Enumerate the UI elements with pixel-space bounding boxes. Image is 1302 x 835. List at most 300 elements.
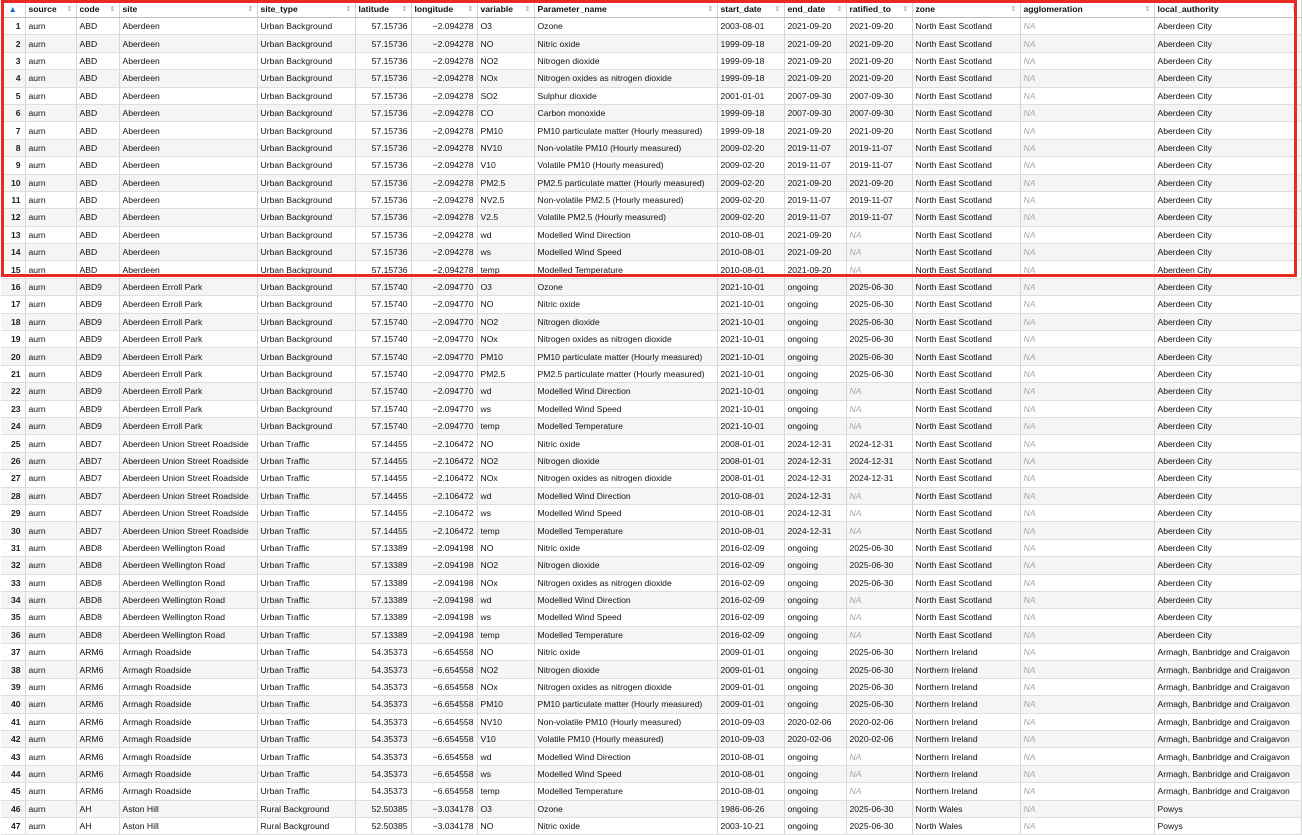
table-row[interactable] xyxy=(1,713,1301,730)
column-header-site-type[interactable] xyxy=(257,0,355,18)
table-cell: Northern Ireland xyxy=(912,644,1020,661)
table-cell: ABD9 xyxy=(76,348,119,365)
table-row[interactable] xyxy=(1,748,1301,765)
table-cell: −2.094770 xyxy=(411,400,477,417)
table-cell: Aston Hill xyxy=(119,817,257,834)
table-cell: NA xyxy=(846,383,912,400)
table-row[interactable] xyxy=(1,52,1301,69)
table-row[interactable] xyxy=(1,591,1301,608)
table-cell: Armagh Roadside xyxy=(119,678,257,695)
table-cell: Aberdeen City xyxy=(1154,487,1301,504)
table-cell: ongoing xyxy=(784,678,846,695)
table-cell: 57.15736 xyxy=(355,87,411,104)
table-row[interactable] xyxy=(1,731,1301,748)
table-cell: Aberdeen Union Street Roadside xyxy=(119,487,257,504)
table-cell: NA xyxy=(846,244,912,261)
table-row[interactable] xyxy=(1,261,1301,278)
table-row[interactable] xyxy=(1,209,1301,226)
table-cell: 57.15736 xyxy=(355,191,411,208)
table-cell: Aberdeen City xyxy=(1154,209,1301,226)
row-index: 17 xyxy=(1,296,25,313)
table-cell: −6.654558 xyxy=(411,644,477,661)
filter-icon[interactable]: ⇕ xyxy=(66,6,73,13)
table-cell: 2016-02-09 xyxy=(717,539,784,556)
table-row[interactable] xyxy=(1,278,1301,295)
table-cell: ARM6 xyxy=(76,696,119,713)
table-cell: Urban Background xyxy=(257,174,355,191)
table-cell: 2009-02-20 xyxy=(717,157,784,174)
row-index: 16 xyxy=(1,278,25,295)
table-cell: 2016-02-09 xyxy=(717,609,784,626)
table-cell: ongoing xyxy=(784,331,846,348)
table-cell: North East Scotland xyxy=(912,70,1020,87)
row-index: 44 xyxy=(1,765,25,782)
table-row[interactable] xyxy=(1,817,1301,834)
table-cell: 57.15740 xyxy=(355,417,411,434)
table-cell: aurn xyxy=(25,104,76,121)
column-header-zone[interactable] xyxy=(912,0,1020,18)
table-cell: NA xyxy=(1020,52,1154,69)
table-cell: NO2 xyxy=(477,452,534,469)
table-cell: aurn xyxy=(25,487,76,504)
filter-icon[interactable]: ⇕ xyxy=(902,6,909,13)
table-cell: Urban Traffic xyxy=(257,470,355,487)
table-cell: ARM6 xyxy=(76,678,119,695)
table-cell: Urban Background xyxy=(257,157,355,174)
table-cell: Aberdeen City xyxy=(1154,18,1301,35)
table-row[interactable] xyxy=(1,157,1301,174)
table-cell: 2019-11-07 xyxy=(846,139,912,156)
table-row[interactable] xyxy=(1,557,1301,574)
table-cell: −2.094278 xyxy=(411,226,477,243)
table-cell: Urban Traffic xyxy=(257,557,355,574)
table-cell: 57.13389 xyxy=(355,574,411,591)
table-cell: Urban Background xyxy=(257,70,355,87)
table-cell: Volatile PM10 (Hourly measured) xyxy=(534,157,717,174)
filter-icon[interactable]: ⇕ xyxy=(1291,6,1298,13)
table-cell: aurn xyxy=(25,18,76,35)
table-row[interactable] xyxy=(1,609,1301,626)
table-cell: 2024-12-31 xyxy=(784,452,846,469)
table-row[interactable] xyxy=(1,226,1301,243)
table-cell: aurn xyxy=(25,191,76,208)
table-cell: Modelled Wind Speed xyxy=(534,609,717,626)
column-header-latitude[interactable] xyxy=(355,0,411,18)
table-row[interactable] xyxy=(1,765,1301,782)
table-cell: aurn xyxy=(25,591,76,608)
table-cell: V10 xyxy=(477,157,534,174)
table-cell: −6.654558 xyxy=(411,661,477,678)
table-row[interactable] xyxy=(1,191,1301,208)
table-row[interactable] xyxy=(1,348,1301,365)
column-header-label: variable xyxy=(480,3,513,14)
row-index: 21 xyxy=(1,365,25,382)
table-cell: ABD xyxy=(76,226,119,243)
table-cell: ongoing xyxy=(784,591,846,608)
table-cell: Urban Traffic xyxy=(257,731,355,748)
table-row[interactable] xyxy=(1,435,1301,452)
table-cell: 57.15740 xyxy=(355,313,411,330)
table-cell: 2019-11-07 xyxy=(784,209,846,226)
table-cell: 2025-06-30 xyxy=(846,365,912,382)
table-cell: PM10 particulate matter (Hourly measured) xyxy=(534,696,717,713)
table-cell: 2010-08-01 xyxy=(717,765,784,782)
table-cell: ABD9 xyxy=(76,296,119,313)
filter-icon[interactable]: ⇕ xyxy=(109,6,116,13)
column-header-ratified-to[interactable] xyxy=(846,0,912,18)
table-cell: Aberdeen City xyxy=(1154,331,1301,348)
table-row[interactable] xyxy=(1,104,1301,121)
table-cell: aurn xyxy=(25,313,76,330)
table-row[interactable] xyxy=(1,122,1301,139)
table-cell: NA xyxy=(1020,591,1154,608)
table-cell: Aberdeen Erroll Park xyxy=(119,400,257,417)
column-header-end-date[interactable] xyxy=(784,0,846,18)
table-cell: Urban Background xyxy=(257,383,355,400)
table-cell: Powys xyxy=(1154,817,1301,834)
table-cell: 2024-12-31 xyxy=(784,435,846,452)
row-index: 47 xyxy=(1,817,25,834)
table-row[interactable] xyxy=(1,296,1301,313)
table-cell: NA xyxy=(846,400,912,417)
table-cell: 57.14455 xyxy=(355,522,411,539)
table-cell: 57.15736 xyxy=(355,261,411,278)
table-cell: NA xyxy=(1020,748,1154,765)
table-cell: −2.094278 xyxy=(411,52,477,69)
table-cell: ongoing xyxy=(784,765,846,782)
table-cell: NA xyxy=(1020,226,1154,243)
table-cell: aurn xyxy=(25,644,76,661)
table-cell: NA xyxy=(1020,261,1154,278)
table-cell: Nitric oxide xyxy=(534,435,717,452)
table-cell: Nitrogen dioxide xyxy=(534,52,717,69)
table-cell: North East Scotland xyxy=(912,487,1020,504)
table-cell: Urban Background xyxy=(257,331,355,348)
filter-icon[interactable]: ⇕ xyxy=(1144,6,1151,13)
table-row[interactable] xyxy=(1,696,1301,713)
table-cell: North East Scotland xyxy=(912,122,1020,139)
table-row[interactable] xyxy=(1,800,1301,817)
table-cell: Armagh Roadside xyxy=(119,713,257,730)
table-cell: 2021-09-20 xyxy=(784,52,846,69)
table-cell: aurn xyxy=(25,522,76,539)
table-cell: temp xyxy=(477,522,534,539)
row-index: 26 xyxy=(1,452,25,469)
table-cell: −2.094770 xyxy=(411,296,477,313)
table-cell: Nitrogen oxides as nitrogen dioxide xyxy=(534,678,717,695)
row-index: 25 xyxy=(1,435,25,452)
column-header-parameter-name[interactable] xyxy=(534,0,717,18)
table-cell: NA xyxy=(1020,35,1154,52)
table-cell: Nitric oxide xyxy=(534,539,717,556)
table-cell: Nitrogen oxides as nitrogen dioxide xyxy=(534,574,717,591)
table-cell: NO xyxy=(477,35,534,52)
table-cell: Urban Background xyxy=(257,226,355,243)
table-cell: Armagh, Banbridge and Craigavon xyxy=(1154,765,1301,782)
table-cell: ABD9 xyxy=(76,313,119,330)
table-row[interactable] xyxy=(1,487,1301,504)
table-cell: 2024-12-31 xyxy=(784,470,846,487)
table-cell: Non-volatile PM10 (Hourly measured) xyxy=(534,713,717,730)
table-cell: Urban Traffic xyxy=(257,765,355,782)
table-row[interactable] xyxy=(1,313,1301,330)
table-cell: −2.094278 xyxy=(411,70,477,87)
table-cell: temp xyxy=(477,261,534,278)
column-header-label: source xyxy=(28,3,57,14)
table-row[interactable] xyxy=(1,174,1301,191)
table-cell: NA xyxy=(1020,435,1154,452)
row-index: 23 xyxy=(1,400,25,417)
table-cell: −2.094278 xyxy=(411,174,477,191)
table-cell: NA xyxy=(1020,661,1154,678)
table-cell: −2.094278 xyxy=(411,209,477,226)
table-row[interactable] xyxy=(1,522,1301,539)
row-index: 12 xyxy=(1,209,25,226)
row-index-sort-icon[interactable]: ▲ xyxy=(1,0,25,18)
table-cell: −2.094278 xyxy=(411,191,477,208)
table-row[interactable] xyxy=(1,244,1301,261)
row-index: 42 xyxy=(1,731,25,748)
table-cell: NA xyxy=(846,487,912,504)
row-index: 4 xyxy=(1,70,25,87)
table-cell: 2021-09-20 xyxy=(846,52,912,69)
table-cell: 2021-09-20 xyxy=(784,226,846,243)
table-cell: aurn xyxy=(25,626,76,643)
table-cell: 2021-10-01 xyxy=(717,331,784,348)
table-cell: ongoing xyxy=(784,626,846,643)
table-cell: ABD7 xyxy=(76,470,119,487)
table-row[interactable] xyxy=(1,661,1301,678)
table-cell: North East Scotland xyxy=(912,383,1020,400)
table-cell: Urban Background xyxy=(257,18,355,35)
table-cell: ARM6 xyxy=(76,713,119,730)
column-header-label: ratified_to xyxy=(849,3,892,14)
filter-icon[interactable]: ⇕ xyxy=(774,6,781,13)
table-cell: Aberdeen City xyxy=(1154,244,1301,261)
table-cell: NA xyxy=(846,609,912,626)
table-cell: 2016-02-09 xyxy=(717,591,784,608)
table-cell: Aberdeen Union Street Roadside xyxy=(119,470,257,487)
table-cell: Urban Background xyxy=(257,348,355,365)
table-cell: Armagh Roadside xyxy=(119,731,257,748)
table-cell: aurn xyxy=(25,661,76,678)
table-cell: −2.094278 xyxy=(411,18,477,35)
table-cell: North East Scotland xyxy=(912,157,1020,174)
table-cell: NOx xyxy=(477,331,534,348)
table-cell: Aberdeen Erroll Park xyxy=(119,348,257,365)
table-cell: 2021-09-20 xyxy=(784,261,846,278)
column-header-start-date[interactable] xyxy=(717,0,784,18)
table-cell: −2.106472 xyxy=(411,452,477,469)
table-cell: aurn xyxy=(25,783,76,800)
table-cell: ARM6 xyxy=(76,731,119,748)
table-cell: NA xyxy=(1020,487,1154,504)
table-cell: ABD xyxy=(76,244,119,261)
table-cell: 57.15740 xyxy=(355,400,411,417)
table-cell: 2009-01-01 xyxy=(717,661,784,678)
column-header-local-authority[interactable] xyxy=(1154,0,1301,18)
table-cell: Northern Ireland xyxy=(912,765,1020,782)
table-row[interactable] xyxy=(1,644,1301,661)
table-row[interactable] xyxy=(1,417,1301,434)
table-cell: Armagh Roadside xyxy=(119,765,257,782)
table-cell: Aberdeen Wellington Road xyxy=(119,591,257,608)
table-cell: Non-volatile PM10 (Hourly measured) xyxy=(534,139,717,156)
table-cell: 2021-09-20 xyxy=(846,122,912,139)
column-header-longitude[interactable] xyxy=(411,0,477,18)
table-cell: Ozone xyxy=(534,278,717,295)
table-cell: NA xyxy=(1020,174,1154,191)
table-cell: ABD xyxy=(76,18,119,35)
filter-icon[interactable]: ⇕ xyxy=(524,6,531,13)
table-row[interactable] xyxy=(1,574,1301,591)
table-cell: Aberdeen Union Street Roadside xyxy=(119,452,257,469)
table-row[interactable] xyxy=(1,87,1301,104)
table-cell: Aberdeen Wellington Road xyxy=(119,557,257,574)
table-cell: Aberdeen City xyxy=(1154,574,1301,591)
table-cell: 2025-06-30 xyxy=(846,817,912,834)
row-index: 2 xyxy=(1,35,25,52)
row-index: 8 xyxy=(1,139,25,156)
table-cell: ABD9 xyxy=(76,278,119,295)
table-cell: NA xyxy=(1020,417,1154,434)
table-cell: −2.106472 xyxy=(411,435,477,452)
table-cell: AH xyxy=(76,817,119,834)
table-cell: Aberdeen City xyxy=(1154,348,1301,365)
column-header-label: longitude xyxy=(414,3,454,14)
table-row[interactable] xyxy=(1,365,1301,382)
table-cell: Aberdeen City xyxy=(1154,52,1301,69)
table-cell: Urban Traffic xyxy=(257,452,355,469)
filter-icon[interactable]: ⇕ xyxy=(707,6,714,13)
table-cell: −2.094198 xyxy=(411,557,477,574)
table-cell: −2.094198 xyxy=(411,539,477,556)
table-cell: 57.15736 xyxy=(355,122,411,139)
filter-icon[interactable]: ⇕ xyxy=(1010,6,1017,13)
table-row[interactable] xyxy=(1,400,1301,417)
table-cell: 57.14455 xyxy=(355,487,411,504)
filter-icon[interactable]: ⇕ xyxy=(836,6,843,13)
filter-icon[interactable]: ⇕ xyxy=(467,6,474,13)
table-cell: 54.35373 xyxy=(355,696,411,713)
table-cell: −6.654558 xyxy=(411,678,477,695)
table-cell: O3 xyxy=(477,278,534,295)
table-cell: North East Scotland xyxy=(912,417,1020,434)
table-cell: ABD xyxy=(76,104,119,121)
table-cell: North East Scotland xyxy=(912,539,1020,556)
table-cell: 2024-12-31 xyxy=(846,470,912,487)
column-header-agglomeration[interactable] xyxy=(1020,0,1154,18)
table-cell: NA xyxy=(846,783,912,800)
table-cell: ABD8 xyxy=(76,557,119,574)
table-cell: Non-volatile PM2.5 (Hourly measured) xyxy=(534,191,717,208)
table-row[interactable] xyxy=(1,18,1301,35)
row-index: 22 xyxy=(1,383,25,400)
table-cell: aurn xyxy=(25,574,76,591)
table-cell: Urban Background xyxy=(257,400,355,417)
table-cell: Northern Ireland xyxy=(912,661,1020,678)
table-row[interactable] xyxy=(1,139,1301,156)
table-cell: 2021-10-01 xyxy=(717,365,784,382)
table-cell: aurn xyxy=(25,226,76,243)
table-cell: Modelled Wind Speed xyxy=(534,504,717,521)
table-cell: aurn xyxy=(25,470,76,487)
table-cell: Aberdeen Erroll Park xyxy=(119,313,257,330)
table-cell: NA xyxy=(1020,18,1154,35)
filter-icon[interactable]: ⇕ xyxy=(247,6,254,13)
table-cell: 2024-12-31 xyxy=(846,435,912,452)
column-header-site[interactable] xyxy=(119,0,257,18)
table-cell: NO xyxy=(477,817,534,834)
table-row[interactable] xyxy=(1,470,1301,487)
table-cell: 2019-11-07 xyxy=(846,191,912,208)
table-cell: 2010-09-03 xyxy=(717,713,784,730)
table-cell: Modelled Wind Direction xyxy=(534,226,717,243)
table-cell: Nitric oxide xyxy=(534,35,717,52)
table-cell: Aston Hill xyxy=(119,800,257,817)
table-row[interactable] xyxy=(1,626,1301,643)
table-cell: 2025-06-30 xyxy=(846,539,912,556)
table-row[interactable] xyxy=(1,783,1301,800)
table-row[interactable] xyxy=(1,383,1301,400)
table-cell: 2025-06-30 xyxy=(846,661,912,678)
column-header-variable[interactable] xyxy=(477,0,534,18)
table-row[interactable] xyxy=(1,35,1301,52)
table-cell: −2.094278 xyxy=(411,157,477,174)
table-row[interactable] xyxy=(1,539,1301,556)
table-row[interactable] xyxy=(1,678,1301,695)
table-cell: aurn xyxy=(25,817,76,834)
column-header-source[interactable] xyxy=(25,0,76,18)
column-header-label: end_date xyxy=(787,3,826,14)
table-cell: −2.094770 xyxy=(411,383,477,400)
table-cell: 57.15740 xyxy=(355,348,411,365)
row-index: 15 xyxy=(1,261,25,278)
table-cell: 2010-08-01 xyxy=(717,226,784,243)
table-row[interactable] xyxy=(1,331,1301,348)
table-cell: ABD xyxy=(76,261,119,278)
table-cell: 2010-08-01 xyxy=(717,748,784,765)
row-index: 40 xyxy=(1,696,25,713)
column-header-code[interactable] xyxy=(76,0,119,18)
table-cell: NA xyxy=(1020,470,1154,487)
table-row[interactable] xyxy=(1,452,1301,469)
table-row[interactable] xyxy=(1,70,1301,87)
table-cell: Modelled Temperature xyxy=(534,417,717,434)
table-cell: wd xyxy=(477,748,534,765)
row-index: 5 xyxy=(1,87,25,104)
table-cell: 2003-10-21 xyxy=(717,817,784,834)
table-cell: Rural Background xyxy=(257,800,355,817)
table-cell: Armagh, Banbridge and Craigavon xyxy=(1154,696,1301,713)
table-row[interactable] xyxy=(1,504,1301,521)
table-cell: North East Scotland xyxy=(912,244,1020,261)
table-cell: North East Scotland xyxy=(912,18,1020,35)
table-cell: 57.13389 xyxy=(355,539,411,556)
table-cell: NA xyxy=(1020,365,1154,382)
table-cell: Aberdeen xyxy=(119,104,257,121)
table-cell: 2010-09-03 xyxy=(717,731,784,748)
filter-icon[interactable]: ⇕ xyxy=(401,6,408,13)
table-cell: 2021-09-20 xyxy=(846,35,912,52)
filter-icon[interactable]: ⇕ xyxy=(345,6,352,13)
table-cell: ABD xyxy=(76,70,119,87)
table-cell: 2009-02-20 xyxy=(717,174,784,191)
table-cell: 57.15740 xyxy=(355,331,411,348)
table-cell: 1999-09-18 xyxy=(717,35,784,52)
table-cell: ABD7 xyxy=(76,435,119,452)
table-cell: Aberdeen City xyxy=(1154,626,1301,643)
